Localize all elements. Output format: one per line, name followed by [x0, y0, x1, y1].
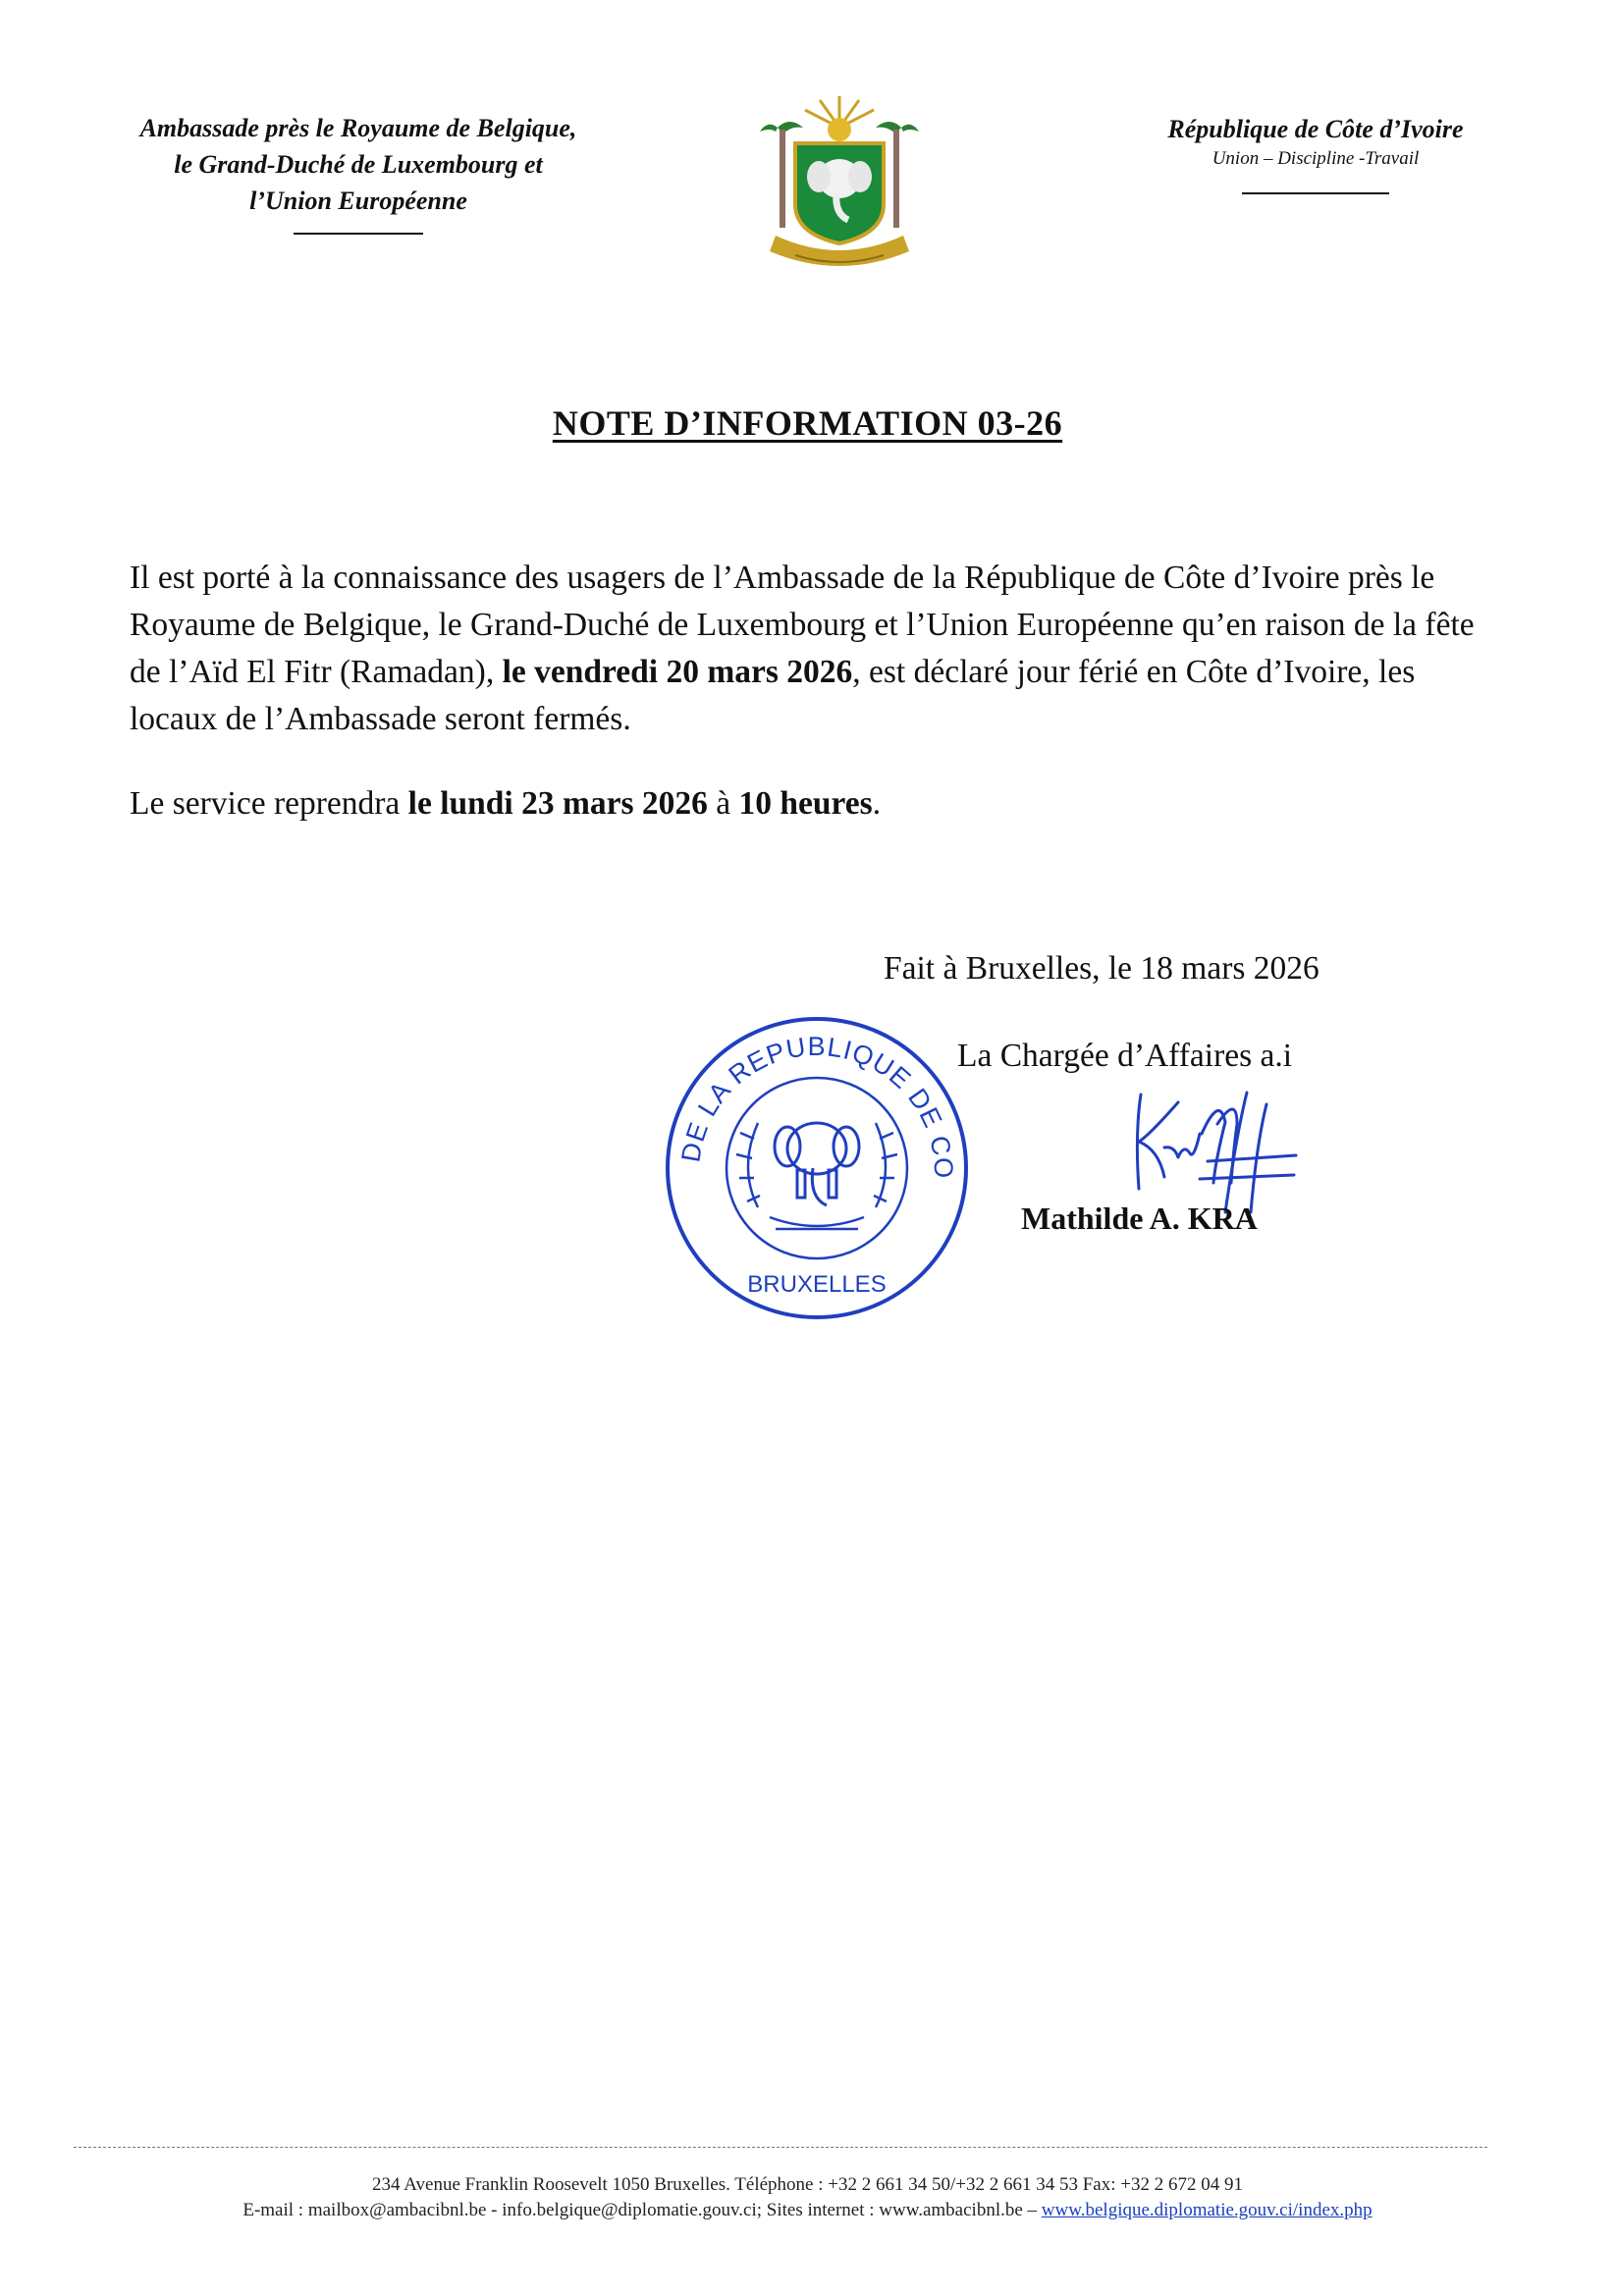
p2-text-c: .	[872, 785, 882, 822]
embassy-header-line-3: l’Union Européenne	[249, 187, 467, 215]
p2-text-b: à	[707, 785, 739, 822]
p1-text-b: , est déclaré jour férié en Côte d’Ivoire, les locaux de l’Ambassade seront fermés.	[130, 654, 1416, 737]
signatory-role: La Chargée d’Affaires a.i	[957, 1038, 1293, 1074]
embassy-seal-icon	[660, 1011, 974, 1325]
body-paragraph-1	[130, 555, 1484, 743]
seal-ring-text: DE LA REPUBLIQUE DE CO	[675, 1031, 959, 1180]
p2-bold-time: 10 heures	[738, 785, 873, 822]
republic-motto: Union – Discipline -Travail	[1211, 148, 1420, 169]
note-title: NOTE D’INFORMATION 03-26	[552, 403, 1063, 443]
republic-header	[1109, 112, 1522, 194]
embassy-header-line-2: le Grand-Duché de Luxembourg et	[174, 150, 543, 179]
seal-city-text: BRUXELLES	[747, 1271, 887, 1298]
footer-contact-text: E-mail : mailbox@ambacibnl.be - info.belgique@diplomatie.gouv.ci; Sites internet : www.ambacibnl.be –	[242, 2200, 1042, 2220]
p2-text-a: Le service reprendra	[130, 785, 408, 822]
p1-bold-date: le vendredi 20 mars 2026	[502, 654, 853, 690]
svg-text:AMBASSADE DE LA REPUBLIQUE DE	[660, 1011, 958, 1180]
footer-rule	[74, 2147, 1487, 2148]
republic-title: République de Côte d’Ivoire	[1167, 115, 1464, 143]
cote-divoire-coat-of-arms-icon	[756, 88, 923, 271]
header-right-rule	[1242, 192, 1389, 194]
footer-contact	[0, 2198, 1615, 2223]
footer-address: 234 Avenue Franklin Roosevelt 1050 Bruxelles. Téléphone : +32 2 661 34 50/+32 2 661 34 53 Fax: +32 2 672 04 91	[372, 2174, 1243, 2195]
embassy-header-line-1: Ambassade près le Royaume de Belgique,	[139, 114, 577, 142]
place-date: Fait à Bruxelles, le 18 mars 2026	[884, 950, 1319, 987]
footer-website-link[interactable]: www.belgique.diplomatie.gouv.ci/index.php	[1041, 2200, 1373, 2220]
p1-text-a: Il est porté à la connaissance des usagers de l’Ambassade de la République de Côte d’Ivoire près le Royaume de Belgique, le Grand-Duché de Luxembourg et l’Union Européenne qu’en raison de la fête de l’Aïd El Fitr (Ramadan),	[130, 560, 1475, 690]
embassy-header	[79, 110, 638, 235]
signatory-name: Mathilde A. KRA	[1021, 1201, 1258, 1236]
header-left-rule	[294, 233, 423, 235]
p2-bold-date: le lundi 23 mars 2026	[407, 785, 708, 822]
body-paragraph-2	[130, 780, 1484, 828]
